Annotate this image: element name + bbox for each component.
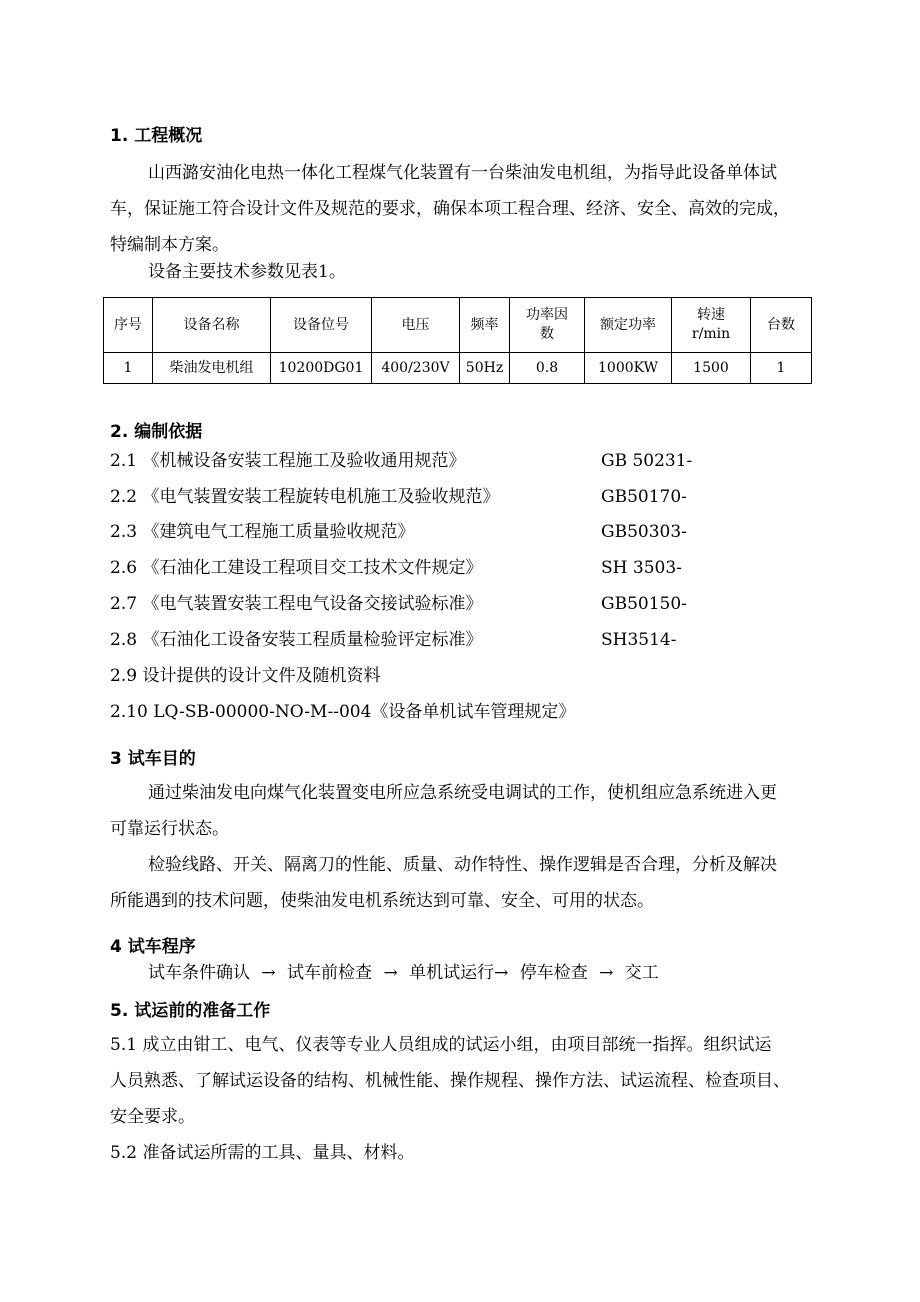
ref-item: 2.1 《机械设备安装工程施工及验收通用规范》 <box>110 451 466 471</box>
section-5-2: 5.2 准备试运所需的工具、量具、材料。 <box>110 1143 415 1163</box>
table-header-row <box>104 298 812 353</box>
section-3-para2-line-2: 所能遇到的技术问题，使柴油发电机系统达到可靠、安全、可用的状态。 <box>110 891 654 911</box>
table-cell: 1 <box>104 353 153 384</box>
header-cell: 额定功率 <box>585 298 672 353</box>
ref-code: SH3514- <box>601 630 677 650</box>
equipment-spec-table <box>103 297 812 384</box>
section-1-para-line-2: 车，保证施工符合设计文件及规范的要求，确保本项工程合理、经济、安全、高效的完成， <box>110 199 790 219</box>
section-3-para1-line-1: 通过柴油发电向煤气化装置变电所应急系统受电调试的工作，使机组应急系统进入更 <box>148 783 777 803</box>
ref-item: 2.10 LQ-SB-00000-NO-M--004《设备单机试车管理规定》 <box>110 702 576 722</box>
header-cell: 序号 <box>104 298 153 353</box>
table-cell: 柴油发电机组 <box>153 353 271 384</box>
ref-item: 2.8 《石油化工设备安装工程质量检验评定标准》 <box>110 630 483 650</box>
header-cell: 转速 r/min <box>672 298 751 353</box>
ref-item: 2.9 设计提供的设计文件及随机资料 <box>110 666 381 686</box>
header-cell: 电压 <box>372 298 460 353</box>
section-5-1-line-2: 人员熟悉、了解试运设备的结构、机械性能、操作规程、操作方法、试运流程、检查项目、 <box>110 1071 790 1091</box>
table-intro: 设备主要技术参数见表1。 <box>148 262 346 282</box>
section-5-1-line-3: 安全要求。 <box>110 1107 195 1127</box>
header-cell: 设备名称 <box>153 298 271 353</box>
section-5-1-line-1: 5.1 成立由钳工、电气、仪表等专业人员组成的试运小组，由项目部统一指挥。组织试运 <box>110 1035 772 1055</box>
table-cell: 50Hz <box>460 353 510 384</box>
section-3-heading: 3 试车目的 <box>110 749 196 769</box>
table-row <box>104 353 812 384</box>
ref-code: SH 3503- <box>601 558 682 578</box>
table-cell: 0.8 <box>510 353 585 384</box>
section-3-para2-line-1: 检验线路、开关、隔离刀的性能、质量、动作特性、操作逻辑是否合理，分析及解决 <box>148 855 777 875</box>
test-procedure-flow: 试车条件确认 → 试车前检查 → 单机试运行→ 停车检查 → 交工 <box>148 963 659 983</box>
table-cell: 10200DG01 <box>271 353 372 384</box>
header-cell: 频率 <box>460 298 510 353</box>
ref-item: 2.7 《电气装置安装工程电气设备交接试验标准》 <box>110 594 483 614</box>
section-1-para-line-3: 特编制本方案。 <box>110 235 229 255</box>
section-1-heading: 1. 工程概况 <box>110 126 203 146</box>
section-2-heading: 2. 编制依据 <box>110 422 203 442</box>
section-1-para-line-1: 山西潞安油化电热一体化工程煤气化装置有一台柴油发电机组，为指导此设备单体试 <box>148 163 777 183</box>
table-cell: 400/230V <box>372 353 460 384</box>
ref-item: 2.3 《建筑电气工程施工质量验收规范》 <box>110 522 415 542</box>
ref-item: 2.2 《电气装置安装工程旋转电机施工及验收规范》 <box>110 487 500 507</box>
header-cell: 台数 <box>751 298 812 353</box>
header-cell: 设备位号 <box>271 298 372 353</box>
section-5-heading: 5. 试运前的准备工作 <box>110 1001 271 1021</box>
ref-code: GB50303- <box>601 522 687 542</box>
ref-code: GB 50231- <box>601 451 693 471</box>
section-3-para1-line-2: 可靠运行状态。 <box>110 819 229 839</box>
table-cell: 1 <box>751 353 812 384</box>
header-cell: 功率因 数 <box>510 298 585 353</box>
table-cell: 1500 <box>672 353 751 384</box>
ref-item: 2.6 《石油化工建设工程项目交工技术文件规定》 <box>110 558 483 578</box>
table-cell: 1000KW <box>585 353 672 384</box>
section-4-heading: 4 试车程序 <box>110 937 196 957</box>
ref-code: GB50170- <box>601 487 687 507</box>
ref-code: GB50150- <box>601 594 687 614</box>
